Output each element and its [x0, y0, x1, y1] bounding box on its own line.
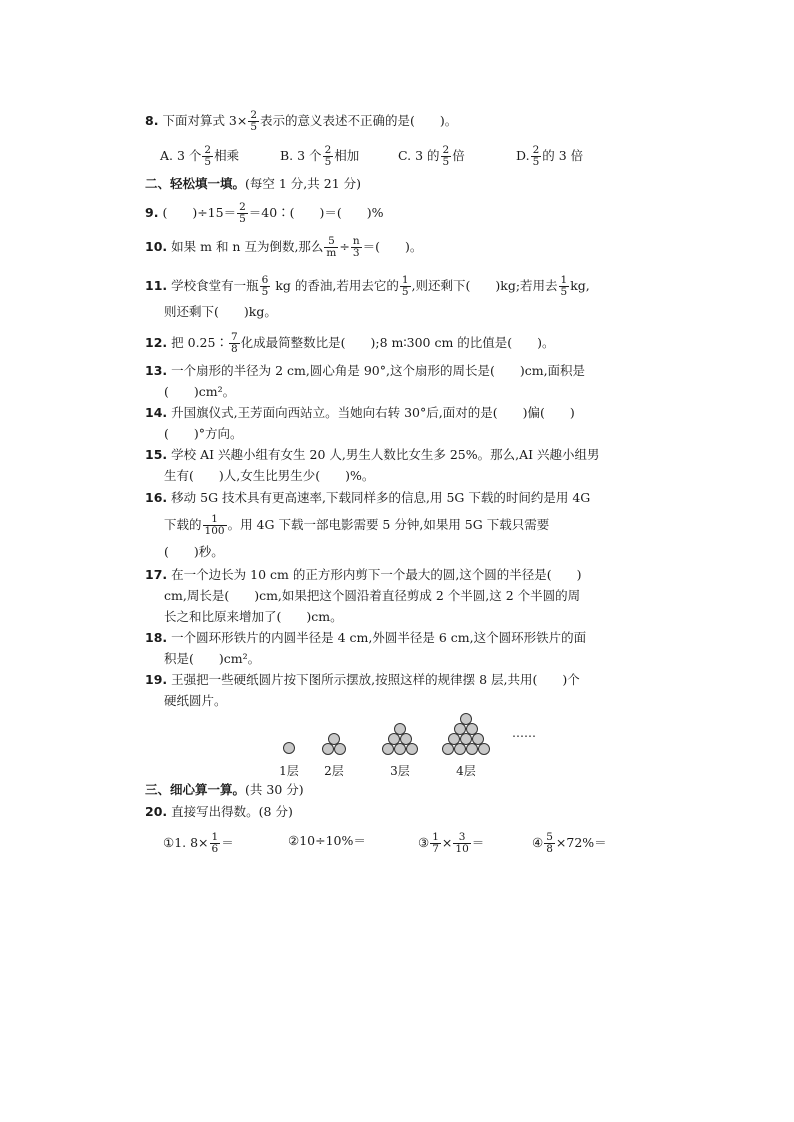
paper-circle	[454, 723, 466, 735]
question-20: 20. 直接写出得数。(8 分)	[145, 804, 293, 819]
question-number: 12.	[145, 335, 168, 350]
question-16-line2: 下载的 $\frac{1}{100}$ 。用 4G 下载一部电影需要 5 分钟,如果用 5G 下载只需要	[164, 513, 550, 537]
paper-circle	[283, 742, 295, 754]
paper-circle	[400, 733, 412, 745]
question-14-line2: ( )°方向。	[164, 426, 243, 441]
question-19: 19. 王强把一些硬纸圆片按下图所示摆放,按照这样的规律摆 8 层,共用( )个	[145, 672, 580, 687]
paper-circle	[382, 743, 394, 755]
section-2-heading	[0, 175, 794, 193]
question-8	[0, 110, 794, 133]
question-16-line3: ( )秒。	[164, 544, 224, 559]
paper-circle	[448, 733, 460, 745]
paper-circle	[478, 743, 490, 755]
question-17: 17. 在一个边长为 10 cm 的正方形内剪下一个最大的圆,这个圆的半径是( )	[145, 567, 582, 582]
question-number: 14.	[145, 405, 168, 420]
layer-label: 1层	[279, 764, 299, 778]
paper-circle	[394, 723, 406, 735]
question-number: 8.	[145, 113, 159, 128]
paper-circle	[466, 743, 478, 755]
option-b[interactable]: B. 3 个 $\frac{2}{5}$ 相加	[280, 144, 360, 168]
paper-circle	[406, 743, 418, 755]
fraction: $\frac{n}{3}$	[352, 235, 360, 259]
question-19-line2: 硬纸圆片。	[164, 693, 227, 708]
q8-text: 下面对算式 3×	[162, 113, 248, 128]
paper-circle	[460, 733, 472, 745]
paper-circle	[454, 743, 466, 755]
ellipsis: ……	[512, 726, 536, 740]
question-11: 11. 学校食堂有一瓶 $\frac{6}{5}$ kg 的香油,若用去它的 $\frac{1}{5}$ ,则还剩下( )kg;若用去 $\frac{1}{5}$ kg,	[145, 274, 590, 298]
option-d[interactable]: D. $\frac{2}{5}$ 的 3 倍	[516, 144, 584, 168]
layer-label: 4层	[456, 764, 476, 778]
question-16: 16. 移动 5G 技术具有更高速率,下载同样多的信息,用 5G 下载的时间约是用 4G	[145, 490, 591, 505]
expression-4: ④ $\frac{5}{8}$ ×72%＝	[532, 831, 607, 855]
paper-circle	[394, 743, 406, 755]
layer-label: 3层	[390, 764, 410, 778]
question-11-line2: 则还剩下( )kg。	[164, 304, 277, 319]
question-10: 10. 如果 m 和 n 互为倒数,那么 $\frac{5}{m}$ ÷ $\frac{n}{3}$ ＝( )。	[145, 235, 423, 259]
question-number: 9.	[145, 205, 159, 220]
expression-2: ②10÷10%＝	[288, 833, 366, 848]
paper-circle	[322, 743, 334, 755]
option-c[interactable]: C. 3 的 $\frac{2}{5}$ 倍	[398, 144, 465, 168]
paper-circle	[442, 743, 454, 755]
question-number: 19.	[145, 672, 168, 687]
question-number: 20.	[145, 804, 168, 819]
paper-circle	[472, 733, 484, 745]
expression-1: ①1. 8× $\frac{1}{6}$ ＝	[163, 831, 234, 855]
paper-circle	[460, 713, 472, 725]
expression-3: ③ $\frac{1}{7}$ × $\frac{3}{10}$ ＝	[418, 831, 485, 855]
question-number: 13.	[145, 363, 168, 378]
paper-circle	[328, 733, 340, 745]
question-14: 14. 升国旗仪式,王芳面向西站立。当她向右转 30°后,面对的是( )偏( )	[145, 405, 575, 420]
section-title: 三、细心算一算。	[145, 782, 246, 797]
fraction: $\frac{2}{5}$	[250, 109, 258, 133]
fraction: $\frac{2}{5}$	[239, 201, 246, 225]
question-13: 13. 一个扇形的半径为 2 cm,圆心角是 90°,这个扇形的周长是( )cm,面积是	[145, 363, 586, 378]
question-17-line3: 长之和比原来增加了( )cm。	[164, 609, 343, 624]
question-number: 16.	[145, 490, 168, 505]
paper-circle	[466, 723, 478, 735]
question-number: 10.	[145, 239, 168, 254]
section-title: 二、轻松填一填。	[145, 176, 246, 191]
question-number: 18.	[145, 630, 168, 645]
question-12: 12. 把 0.25∶ $\frac{7}{8}$ 化成最简整数比是( );8 m∶300 cm 的比值是( )。	[145, 331, 555, 355]
section-3-heading	[0, 781, 794, 799]
question-9: 9. ( )÷15＝ $\frac{2}{5}$ ＝40∶( )＝( )%	[145, 201, 384, 225]
q8-text-after: 表示的意义表述不正确的是( )。	[260, 113, 458, 128]
question-18-line2: 积是( )cm²。	[164, 651, 261, 666]
question-18: 18. 一个圆环形铁片的内圆半径是 4 cm,外圆半径是 6 cm,这个圆环形铁片的面	[145, 630, 587, 645]
question-13-line2: ( )cm²。	[164, 384, 236, 399]
paper-circle	[334, 743, 346, 755]
option-a[interactable]: A. 3 个 $\frac{2}{5}$ 相乘	[160, 144, 240, 168]
paper-circle	[388, 733, 400, 745]
question-15: 15. 学校 AI 兴趣小组有女生 20 人,男生人数比女生多 25%。那么,AI 兴趣小组男	[145, 447, 600, 462]
section-note: (每空 1 分,共 21 分)	[245, 176, 361, 191]
fraction: $\frac{5}{m}$	[326, 235, 337, 259]
layer-label: 2层	[324, 764, 344, 778]
question-number: 17.	[145, 567, 168, 582]
question-15-line2: 生有( )人,女生比男生少( )%。	[164, 468, 375, 483]
question-number: 11.	[145, 278, 168, 293]
question-number: 15.	[145, 447, 168, 462]
section-note: (共 30 分)	[245, 782, 304, 797]
question-17-line2: cm,周长是( )cm,如果把这个圆沿着直径剪成 2 个半圆,这 2 个半圆的周	[164, 588, 581, 603]
